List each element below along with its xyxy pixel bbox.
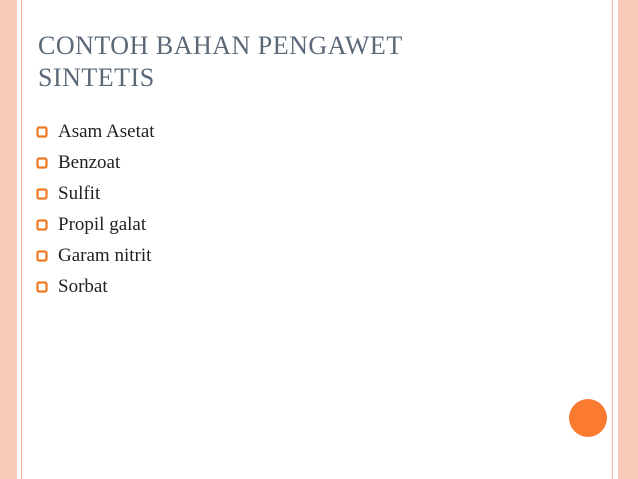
bullet-text: Garam nitrit [58,244,152,266]
bullet-text: Benzoat [58,151,121,173]
hollow-square-bullet-icon [36,281,48,293]
right-border-line [612,0,613,479]
title-line-2: SINTETIS [38,63,155,92]
hollow-square-bullet-icon [36,157,48,169]
left-border-line [21,0,22,479]
decorative-circle [569,399,607,437]
bullet-text: Sulfit [58,182,101,204]
bullet-text: Sorbat [58,275,108,297]
right-border-band [618,0,638,479]
hollow-square-bullet-icon [36,188,48,200]
bullet-list [36,116,155,302]
hollow-square-bullet-icon [36,126,48,138]
list-item [36,178,155,209]
list-item [36,147,155,178]
list-item [36,116,155,147]
bullet-text: Asam Asetat [58,120,155,142]
title-line-1: CONTOH BAHAN PENGAWET [38,31,403,60]
hollow-square-bullet-icon [36,219,48,231]
list-item [36,209,155,240]
slide-title [38,30,558,94]
bullet-text: Propil galat [58,213,147,235]
left-border-band [0,0,17,479]
hollow-square-bullet-icon [36,250,48,262]
list-item [36,271,155,302]
list-item [36,240,155,271]
